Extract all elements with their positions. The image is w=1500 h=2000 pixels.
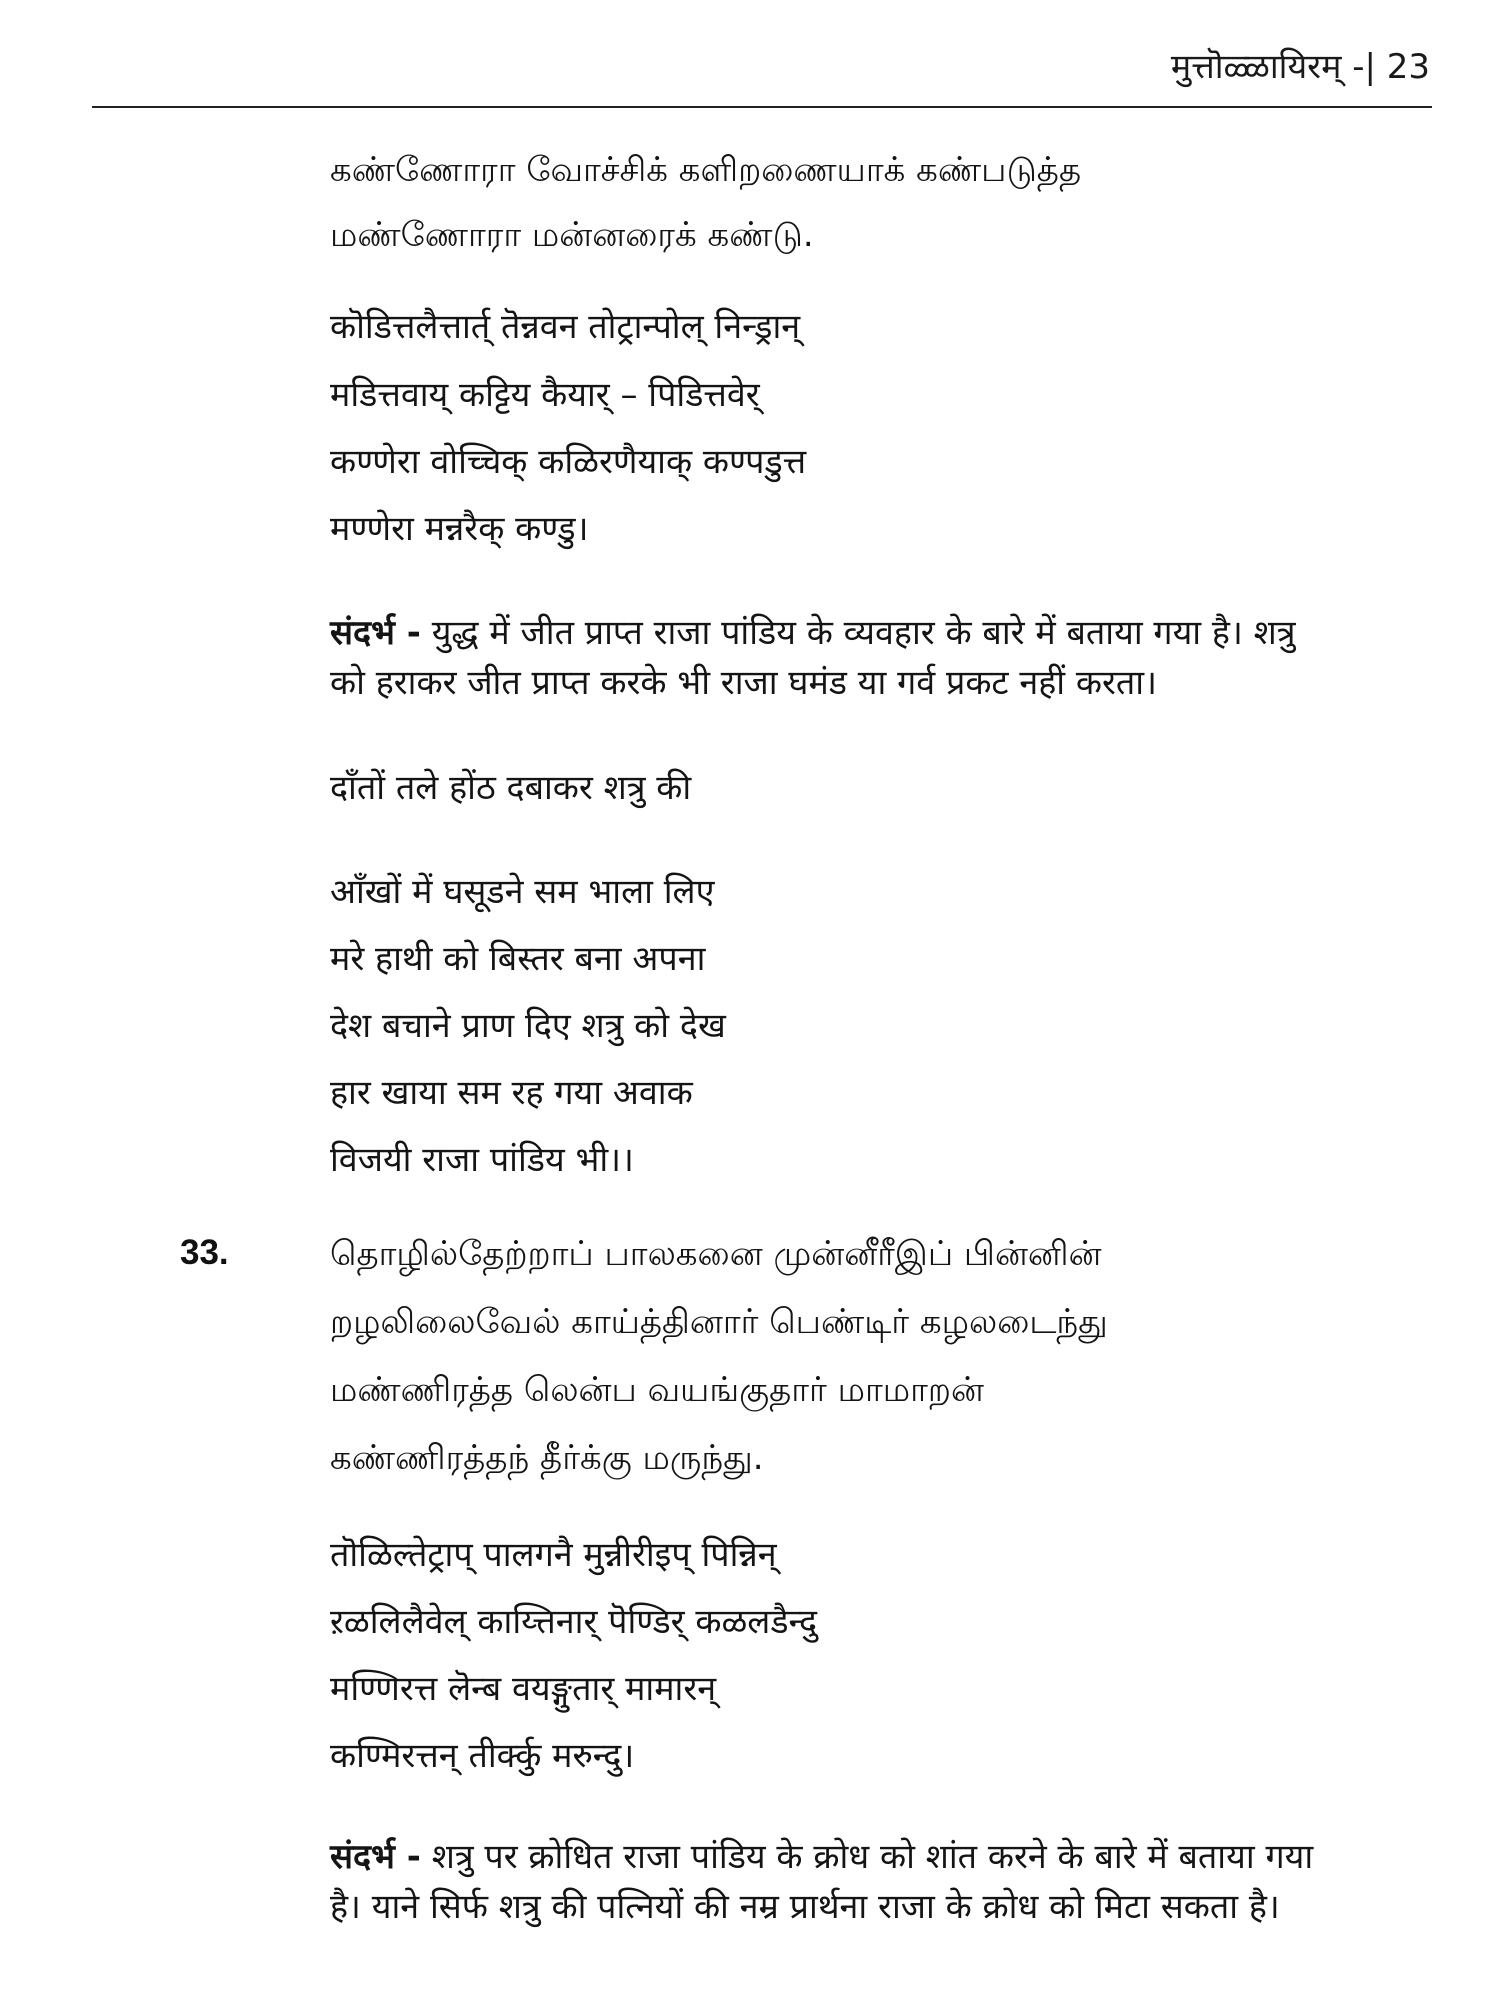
transliteration-line: कण्णेरा वोच्चिक् कळिरणैयाक् कण्पडुत्त xyxy=(330,442,807,482)
context-paragraph xyxy=(330,1832,1330,1932)
transliteration-line: मण्णेरा मन्नरैक् कण्डु। xyxy=(330,509,589,549)
page-header-title: मुत्तॊळ्ळायिरम् -| 23 xyxy=(1170,47,1430,87)
verse-number: 33. xyxy=(180,1233,229,1272)
transliteration-line: कॊडित्तलैत्तार्त् तॆन्नवन तोट्रान्पोल् निन्ड्रान् xyxy=(330,307,801,347)
tamil-verse-line: கண்ணோரா வோச்சிக் களிறணையாக் கண்படுத்த xyxy=(330,150,1082,190)
context-label: संदर्भ - xyxy=(330,613,421,653)
transliteration-line: कण्मिरत्तन् तीर्क्कु मरुन्दु। xyxy=(330,1736,635,1776)
context-line: दाँतों तले होंठ दबाकर शत्रु की xyxy=(330,768,692,808)
transliteration-line: मण्णिरत्त लॆन्ब वयङ्गुतार् मामारन् xyxy=(330,1669,717,1709)
transliteration-line: ऱळलिलैवेल् काय्त्तिनार् पॆण्डिर् कळलडैन्दु xyxy=(330,1602,818,1642)
transliteration-line: तॊळिल्तेट्राप् पालगनै मुन्नीरीइप् पिन्निन् xyxy=(330,1535,777,1575)
context-text: शत्रु पर क्रोधित राजा पांडिय के क्रोध को शांत करने के बारे में बताया गया है। याने सिर्फ शत्रु की पत्नियों की नम्र प्रार्थना राजा के क्रोध को मिटा सकता है। xyxy=(330,1837,1314,1927)
tamil-verse-line: மண்ணோரா மன்னரைக் கண்டு. xyxy=(330,215,814,255)
tamil-verse-line: கண்ணிரத்தந் தீர்க்கு மருந்து. xyxy=(330,1438,764,1478)
tamil-verse-line: மண்ணிரத்த லென்ப வயங்குதார் மாமாறன் xyxy=(330,1370,984,1410)
header-divider xyxy=(92,106,1432,108)
context-label: संदर्भ - xyxy=(330,1837,421,1877)
translation-line: विजयी राजा पांडिय भी।। xyxy=(330,1140,634,1180)
context-text: युद्ध में जीत प्राप्त राजा पांडिय के व्यवहार के बारे में बताया गया है। शत्रु को हराकर जीत प्राप्त करके भी राजा घमंड या गर्व प्रकट नहीं करता। xyxy=(330,613,1296,703)
transliteration-line: मडित्तवाय् कट्टिय कैयार् – पिडित्तवेर् xyxy=(330,375,760,415)
translation-line: देश बचाने प्राण दिए शत्रु को देख xyxy=(330,1006,726,1046)
translation-line: हार खाया सम रह गया अवाक xyxy=(330,1073,693,1113)
context-paragraph xyxy=(330,608,1330,708)
translation-line: मरे हाथी को बिस्तर बना अपना xyxy=(330,939,706,979)
tamil-verse-line: தொழில்தேற்றாப் பாலகனை முன்னீரீஇப் பின்னின் xyxy=(330,1234,1102,1274)
tamil-verse-line: றழலிலைவேல் காய்த்தினார் பெண்டிர் கழலடைந்து xyxy=(330,1302,1108,1342)
translation-line: आँखों में घसूडने सम भाला लिए xyxy=(330,872,715,912)
